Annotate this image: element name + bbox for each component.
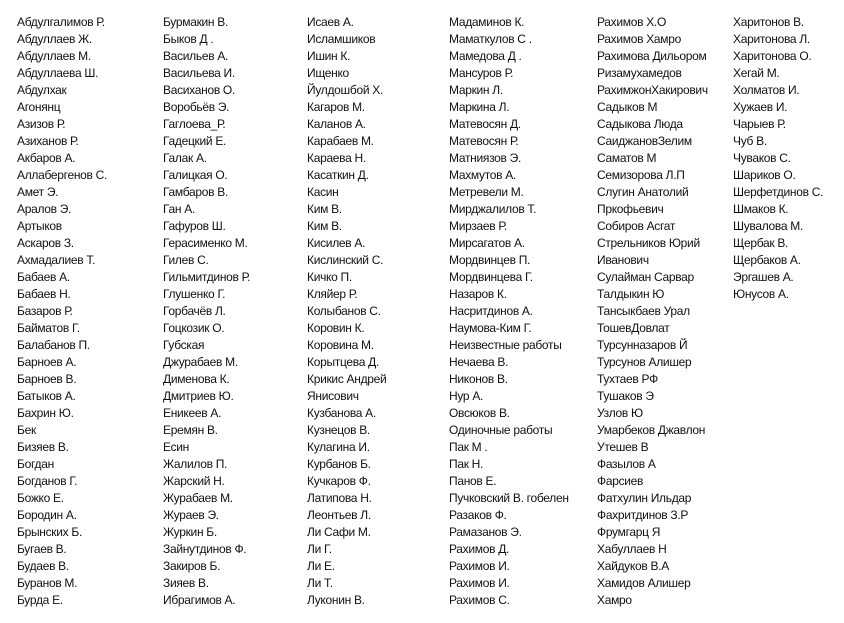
list-item: Исламшиков	[307, 32, 376, 46]
list-item: Бабаев А.	[17, 270, 70, 284]
list-item: Корытцева Д.	[307, 355, 379, 369]
list-item: Хегай М.	[733, 66, 780, 80]
list-item: Матевосян Р.	[449, 134, 519, 148]
list-item: Нур А.	[449, 389, 484, 403]
list-item: Пак Н.	[449, 457, 484, 471]
list-item: Коровин К.	[307, 321, 365, 335]
list-item: Брынских Б.	[17, 525, 82, 539]
list-item: Воробьёв Э.	[163, 100, 230, 114]
list-item: Семизорова Л.П	[597, 168, 685, 182]
list-item: Колыбанов С.	[307, 304, 381, 318]
list-item: Рахимов И.	[449, 576, 510, 590]
list-item: Мирджалилов Т.	[449, 202, 537, 216]
list-item: Фазылов А	[597, 457, 656, 471]
list-item: Бугаев В.	[17, 542, 67, 556]
list-item: Журкин Б.	[163, 525, 217, 539]
list-item: Щербаков А.	[733, 253, 801, 267]
list-item: Рахимов И.	[449, 559, 510, 573]
list-item: Наумова-Ким Г.	[449, 321, 532, 335]
list-item: Абдуллаев М.	[17, 49, 91, 63]
list-item: СаиджановЗелим	[597, 134, 692, 148]
list-item: Фарсиев	[597, 474, 644, 488]
list-item: Ли Сафи М.	[307, 525, 371, 539]
list-item: Бородин А.	[17, 508, 77, 522]
list-item: Караева Н.	[307, 151, 366, 165]
list-item: Абдулхак	[17, 83, 67, 97]
list-item: Холматов И.	[733, 83, 800, 97]
list-item: Базаров Р.	[17, 304, 73, 318]
list-item: Ким В.	[307, 219, 342, 233]
list-item: Рахимова Дильором	[597, 49, 707, 63]
list-item: Хабуллаев Н	[597, 542, 667, 556]
list-item: Божко Е.	[17, 491, 64, 505]
names-column-1	[17, 14, 107, 609]
list-item: Кузнецов В.	[307, 423, 370, 437]
list-item: Гилев С.	[163, 253, 209, 267]
list-item: Мадаминов К.	[449, 15, 525, 29]
list-item: Еникеев А.	[163, 406, 222, 420]
list-item: Гильмитдинов Р.	[163, 270, 251, 284]
list-item: Хамро	[597, 593, 632, 607]
list-item: Джурабаев М.	[163, 355, 238, 369]
list-item: Закиров Б.	[163, 559, 221, 573]
list-item: Ли Е.	[307, 559, 335, 573]
list-item: Кисилев А.	[307, 236, 366, 250]
list-item: Азизов Р.	[17, 117, 66, 131]
list-item: Чуваков С.	[733, 151, 791, 165]
list-item: Маркина Л.	[449, 100, 510, 114]
list-item: Горбачёв Л.	[163, 304, 226, 318]
list-item: Ризамухамедов	[597, 66, 682, 80]
list-item: Турсунназаров Й	[597, 338, 688, 352]
list-item: Леонтьев Л.	[307, 508, 371, 522]
list-item: Стрельников Юрий	[597, 236, 700, 250]
list-item: Мирсагатов А.	[449, 236, 525, 250]
list-item: Дименова К.	[163, 372, 230, 386]
list-item: Мордвинцев П.	[449, 253, 531, 267]
list-item: Азиханов Р.	[17, 134, 79, 148]
list-item: Кичко П.	[307, 270, 352, 284]
list-item: Есин	[163, 440, 189, 454]
list-item: Рамазанов Э.	[449, 525, 522, 539]
list-item: Умарбеков Джавлон	[597, 423, 706, 437]
list-item: Дмитриев Ю.	[163, 389, 234, 403]
list-item: Гаглоева_Р.	[163, 117, 226, 131]
list-item: Мамедова Д .	[449, 49, 522, 63]
list-item: Бизяев В.	[17, 440, 69, 454]
list-item: Талдыкин Ю	[597, 287, 665, 301]
list-item: Кляйер Р.	[307, 287, 358, 301]
list-item: Буранов М.	[17, 576, 78, 590]
list-item: Хамидов Алишер	[597, 576, 691, 590]
list-item: Махмутов А.	[449, 168, 516, 182]
list-item: Рахимов С.	[449, 593, 510, 607]
list-item: Амет Э.	[17, 185, 59, 199]
list-item: Байматов Г.	[17, 321, 80, 335]
list-item: Насритдинов А.	[449, 304, 533, 318]
list-item: Ли Т.	[307, 576, 333, 590]
list-item: Абдуллаева Ш.	[17, 66, 99, 80]
list-item: Агонянц	[17, 100, 61, 114]
list-item: Тушаков Э	[597, 389, 654, 403]
list-item: Ли Г.	[307, 542, 332, 556]
list-item: Ибрагимов А.	[163, 593, 236, 607]
list-item: ТошевДовлат	[597, 321, 670, 335]
list-item: Маматкулов С .	[449, 32, 532, 46]
list-item: Бабаев Н.	[17, 287, 71, 301]
list-item: Аллабергенов С.	[17, 168, 108, 182]
list-item: Хайдуков В.А	[597, 559, 669, 573]
list-item: Садыков М	[597, 100, 658, 114]
list-item: Зияев В.	[163, 576, 209, 590]
list-item: Фахритдинов З.Р	[597, 508, 689, 522]
list-item: Слугин Анатолий	[597, 185, 689, 199]
list-item: Коровина М.	[307, 338, 374, 352]
list-item: Кузбанова А.	[307, 406, 376, 420]
list-item: Мансуров Р.	[449, 66, 514, 80]
list-item: Абдуллаев Ж.	[17, 32, 92, 46]
list-item: Бурда Е.	[17, 593, 63, 607]
list-item: Маркин Л.	[449, 83, 503, 97]
list-item: Быков Д .	[163, 32, 214, 46]
list-item: Шмаков К.	[733, 202, 789, 216]
list-item: Балабанов П.	[17, 338, 90, 352]
list-item: Ган А.	[163, 202, 195, 216]
list-item: Чарыев Р.	[733, 117, 786, 131]
list-item: Бек	[17, 423, 36, 437]
list-item: Овсюков В.	[449, 406, 510, 420]
list-item: Утешев В	[597, 440, 649, 454]
list-item: Исаев А.	[307, 15, 354, 29]
list-item: Касин	[307, 185, 339, 199]
list-item: Мирзаев Р.	[449, 219, 507, 233]
list-item: Нечаева В.	[449, 355, 509, 369]
list-item: Разаков Ф.	[449, 508, 507, 522]
list-item: Аралов Э.	[17, 202, 72, 216]
list-item: Карабаев М.	[307, 134, 374, 148]
list-item: Узлов Ю	[597, 406, 643, 420]
list-item: Панов Е.	[449, 474, 497, 488]
list-item: Батыков А.	[17, 389, 76, 403]
list-item: Турсунов Алишер	[597, 355, 692, 369]
list-item: Акбаров А.	[17, 151, 76, 165]
list-item: Васиханов О.	[163, 83, 235, 97]
list-item: Шерфетдинов С.	[733, 185, 824, 199]
list-item: Рахимов Х.О	[597, 15, 666, 29]
list-item: Герасименко М.	[163, 236, 248, 250]
list-item: Шариков О.	[733, 168, 796, 182]
list-item: Юнусов А.	[733, 287, 789, 301]
list-item: Фатхулин Ильдар	[597, 491, 692, 505]
list-item: Харитонова Л.	[733, 32, 810, 46]
list-item: Жураев Э.	[163, 508, 219, 522]
list-item: Мордвинцева Г.	[449, 270, 533, 284]
list-item: Гамбаров В.	[163, 185, 228, 199]
list-item: Богдан	[17, 457, 54, 471]
list-item: Йулдошбой Х.	[307, 83, 383, 97]
list-item: Журабаев М.	[163, 491, 233, 505]
list-item: Ахмадалиев Т.	[17, 253, 96, 267]
list-item: Жалилов П.	[163, 457, 228, 471]
names-column-5	[597, 14, 708, 609]
list-item: Крикис Андрей	[307, 372, 387, 386]
list-item: Каланов А.	[307, 117, 366, 131]
list-item: Васильев А.	[163, 49, 229, 63]
list-item: Ким В.	[307, 202, 342, 216]
list-item: Зайнутдинов Ф.	[163, 542, 247, 556]
names-column-2	[163, 14, 250, 609]
list-item: Галак А.	[163, 151, 207, 165]
list-item: Еремян В.	[163, 423, 218, 437]
list-item: Тансыкбаев Урал	[597, 304, 690, 318]
list-item: Луконин В.	[307, 593, 365, 607]
list-item: Иванович	[597, 253, 649, 267]
list-item: Эргашев А.	[733, 270, 794, 284]
list-item: Ищенко	[307, 66, 349, 80]
list-item: Губская	[163, 338, 205, 352]
list-item: Кагаров М.	[307, 100, 365, 114]
list-item: Харитонова О.	[733, 49, 812, 63]
list-item: Гоцкозик О.	[163, 321, 225, 335]
list-item: Гафуров Ш.	[163, 219, 226, 233]
list-item: Курбанов Б.	[307, 457, 371, 471]
list-item: Будаев В.	[17, 559, 69, 573]
list-item: Метревели М.	[449, 185, 524, 199]
list-item: Гадецкий Е.	[163, 134, 227, 148]
list-item: Артыков	[17, 219, 62, 233]
list-item: Ишин К.	[307, 49, 351, 63]
list-item: Рахимов Д.	[449, 542, 510, 556]
list-item: Кулагина И.	[307, 440, 370, 454]
list-item: Кучкаров Ф.	[307, 474, 371, 488]
list-item: Васильева И.	[163, 66, 235, 80]
list-item: Сулайман Сарвар	[597, 270, 694, 284]
list-item: Глушенко Г.	[163, 287, 226, 301]
list-item: Чуб В.	[733, 134, 767, 148]
list-item: Барноев В.	[17, 372, 77, 386]
list-item: Одиночные работы	[449, 423, 553, 437]
list-item: РахимжонХакирович	[597, 83, 708, 97]
list-item: Богданов Г.	[17, 474, 78, 488]
names-column-6	[733, 14, 823, 303]
list-item: Галицкая О.	[163, 168, 228, 182]
list-item: Кислинский С.	[307, 253, 384, 267]
list-item: Фрумгарц Я	[597, 525, 661, 539]
list-item: Неизвестные работы	[449, 338, 562, 352]
list-item: Пучковский В. гобелен	[449, 491, 569, 505]
list-item: Жарский Н.	[163, 474, 225, 488]
list-item: Садыкова Люда	[597, 117, 683, 131]
list-item: Рахимов Хамро	[597, 32, 681, 46]
list-item: Матевосян Д.	[449, 117, 521, 131]
list-item: Шувалова М.	[733, 219, 804, 233]
names-column-4	[449, 14, 569, 609]
list-item: Тухтаев РФ	[597, 372, 658, 386]
list-item: Бурмакин В.	[163, 15, 229, 29]
list-item: Барноев А.	[17, 355, 77, 369]
list-item: Хужаев И.	[733, 100, 788, 114]
list-item: Бахрин Ю.	[17, 406, 74, 420]
list-item: Латипова Н.	[307, 491, 372, 505]
list-item: Аскаров З.	[17, 236, 74, 250]
list-item: Янисович	[307, 389, 359, 403]
list-item: Пак М .	[449, 440, 488, 454]
list-item: Никонов В.	[449, 372, 508, 386]
list-item: Саматов М	[597, 151, 657, 165]
list-item: Абдулгалимов Р.	[17, 15, 105, 29]
list-item: Назаров К.	[449, 287, 507, 301]
list-item: Харитонов В.	[733, 15, 804, 29]
list-item: Касаткин Д.	[307, 168, 369, 182]
list-item: Собиров Асгат	[597, 219, 676, 233]
list-item: Пркофьевич	[597, 202, 664, 216]
names-column-3	[307, 14, 386, 609]
list-item: Матниязов Э.	[449, 151, 521, 165]
list-item: Щербак В.	[733, 236, 789, 250]
